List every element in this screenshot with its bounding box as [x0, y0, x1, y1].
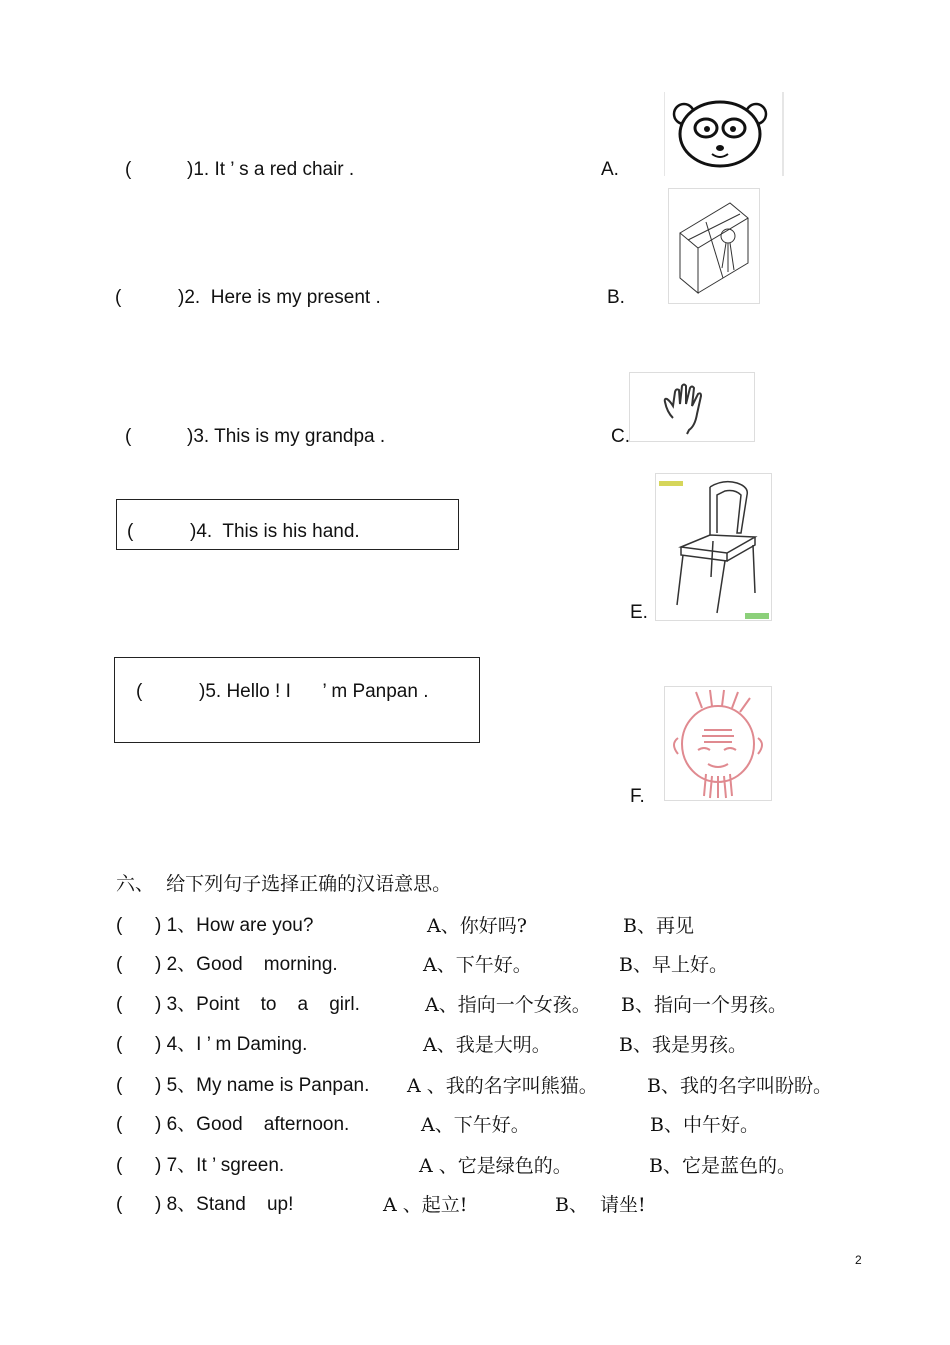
q1-text: )1. It ’ s a red chair . [187, 159, 355, 180]
row7-option-a: A 、它是绿色的。 [419, 1155, 572, 1177]
q2-paren: ( [115, 287, 122, 308]
row4-paren: ( [116, 1034, 123, 1055]
q5-paren: ( [136, 681, 143, 702]
q2-text: )2. Here is my present . [178, 287, 381, 308]
row6-paren: ( [116, 1114, 123, 1135]
row3-option-b: B、指向一个男孩。 [621, 994, 787, 1016]
row7-option-b: B、它是蓝色的。 [649, 1155, 796, 1177]
row5-option-a: A 、我的名字叫熊猫。 [407, 1075, 598, 1097]
row1-option-a: A、你好吗? [427, 915, 527, 937]
hand-image [629, 372, 755, 442]
section6-title: 六、 给下列句子选择正确的汉语意思。 [116, 873, 452, 895]
row4-option-a: A、我是大明。 [423, 1034, 551, 1056]
row4-sentence: ) 4、I ’ m Daming. [155, 1034, 308, 1055]
row4-option-b: B、我是男孩。 [619, 1034, 747, 1056]
row5-paren: ( [116, 1075, 123, 1096]
option-a-letter: A. [601, 159, 619, 180]
q3-paren: ( [125, 426, 132, 447]
page-number: 2 [855, 1253, 862, 1267]
row3-option-a: A、指向一个女孩。 [425, 994, 591, 1016]
option-c-letter: C. [611, 426, 630, 447]
option-f-letter: F. [630, 786, 645, 807]
row3-sentence: ) 3、Point to a girl. [155, 994, 360, 1015]
q4-paren: ( [127, 521, 134, 542]
row2-option-b: B、早上好。 [619, 954, 728, 976]
row5-option-b: B、我的名字叫盼盼。 [647, 1075, 832, 1097]
grandpa-face-image [664, 686, 772, 801]
q1-paren: ( [125, 159, 132, 180]
row2-paren: ( [116, 954, 123, 975]
row8-option-a: A 、起立! [383, 1194, 468, 1216]
chair-image [655, 473, 772, 621]
row7-paren: ( [116, 1155, 123, 1176]
option-e-letter: E. [630, 602, 648, 623]
present-image [668, 188, 760, 304]
q4-text: )4. This is his hand. [190, 521, 360, 542]
row1-option-b: B、再见 [623, 915, 694, 937]
row8-option-b: B、 请坐! [555, 1194, 646, 1216]
q3-text: )3. This is my grandpa . [187, 426, 386, 447]
row1-sentence: ) 1、How are you? [155, 915, 314, 936]
row6-option-a: A、下午好。 [421, 1114, 530, 1136]
panda-image [664, 92, 784, 176]
row8-sentence: ) 8、Stand up! [155, 1194, 294, 1215]
row7-sentence: ) 7、It ’ sgreen. [155, 1155, 285, 1176]
option-b-letter: B. [607, 287, 625, 308]
row6-option-b: B、中午好。 [650, 1114, 759, 1136]
q5-text: )5. Hello ! I ’ m Panpan . [199, 681, 429, 702]
row8-paren: ( [116, 1194, 123, 1215]
row2-sentence: ) 2、Good morning. [155, 954, 338, 975]
row3-paren: ( [116, 994, 123, 1015]
row2-option-a: A、下午好。 [423, 954, 532, 976]
row5-sentence: ) 5、My name is Panpan. [155, 1075, 370, 1096]
row6-sentence: ) 6、Good afternoon. [155, 1114, 350, 1135]
row1-paren: ( [116, 915, 123, 936]
